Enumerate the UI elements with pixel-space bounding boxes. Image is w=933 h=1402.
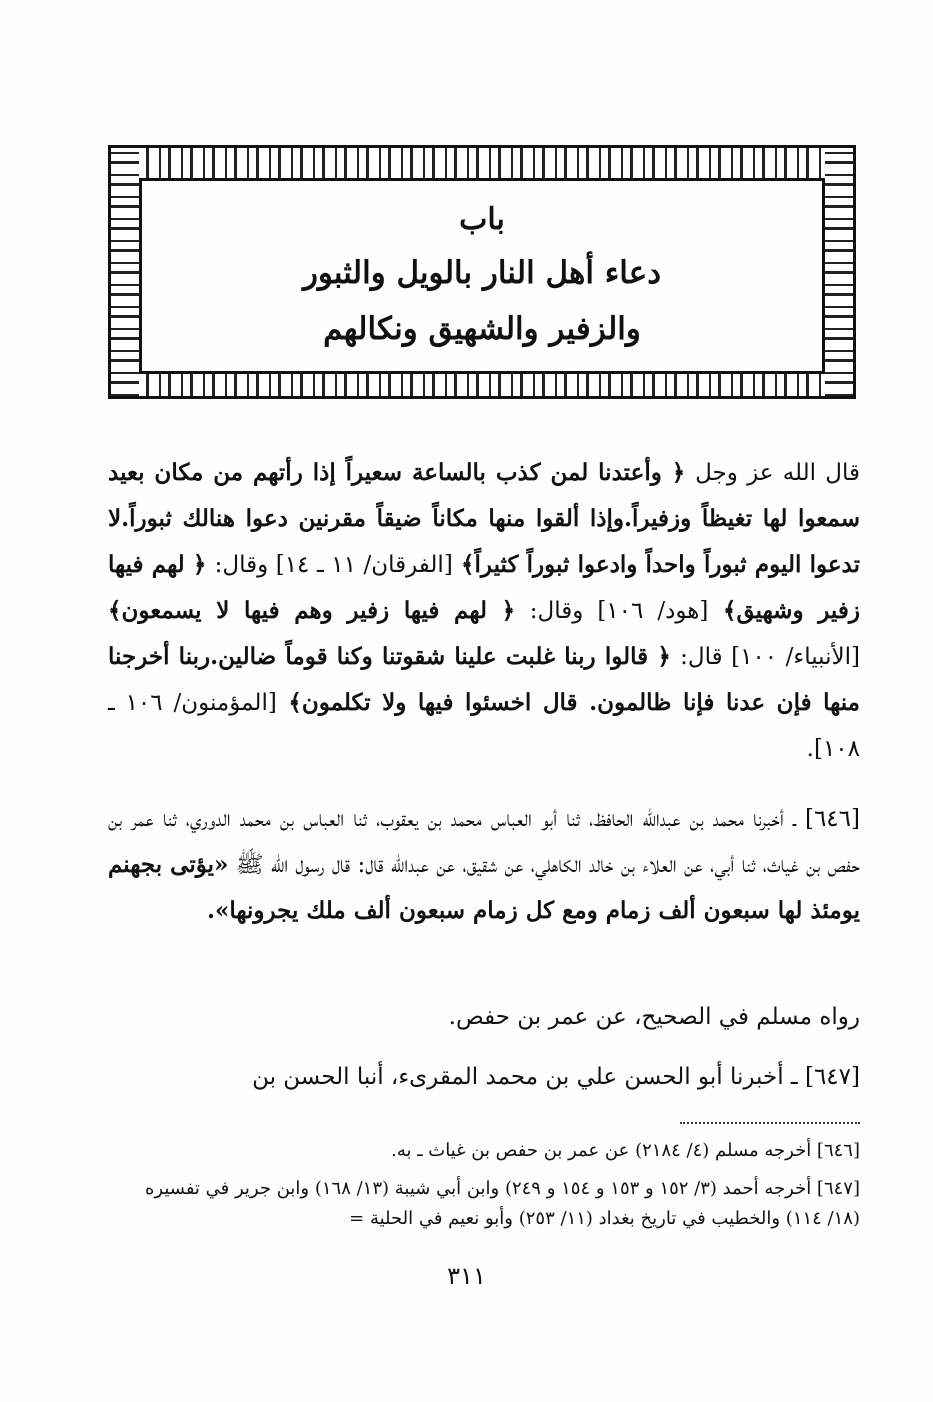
verse-3: ﴿ لهم فيها زفير وهم فيها لا يسمعون﴾ — [108, 597, 516, 624]
verse-1-reference: [الفرقان/ ١١ ـ ١٤] وقال: — [214, 552, 453, 578]
footnote-646: [٦٤٦] أخرجه مسلم (٤/ ٢١٨٤) عن عمر بن حفص بن غياث ـ به. — [391, 1140, 860, 1161]
verse-4: ﴿ قالوا ربنا غلبت علينا شقوتنا وكنا قوماً ضالين.ربنا أخرجنا منها فإن عدنا فإنا ظالمون. قال اخسئوا فيها ولا تكلمون﴾ — [108, 643, 860, 716]
quran-verses-paragraph — [108, 450, 860, 772]
frame-border-left — [111, 148, 139, 396]
ornamental-title-frame — [108, 145, 856, 399]
verse-4-reference: [المؤمنون/ ١٠٦ ـ ١٠٨]. — [108, 690, 860, 762]
hadith-647-paragraph: [٦٤٧] ـ أخبرنا أبو الحسن علي بن محمد المقرىء، أنبا الحسن بن — [252, 1064, 860, 1090]
hadith-646-source: رواه مسلم في الصحيح، عن عمر بن حفص. — [448, 1004, 860, 1030]
chapter-title — [139, 178, 825, 374]
hadith-646-chain: [٦٤٦] ـ أخبرنا محمد بن عبدالله الحافظ، ثنا أبو العباس محمد بن يعقوب، ثنا العباس بن محمد الدوري، ثنا عمر بن حفص بن غياث، ثنا أبي، عن العلاء بن خالد الكاهلي، عن شقيق، عن عبدالله قال: قال رسول الله ﷺ — [108, 806, 860, 878]
verse-2: ﴿ لهم فيها زفير وشهيق﴾ — [108, 551, 860, 624]
verse-2-reference: [هود/ ١٠٦] وقال: — [529, 598, 709, 624]
chapter-title-line-3: والزفير والشهيق ونكالهم — [323, 311, 641, 347]
frame-border-right — [825, 148, 853, 396]
intro-text: قال الله عز وجل — [695, 460, 861, 486]
footnote-647: [٦٤٧] أخرجه أحمد (٣/ ١٥٢ و ١٥٣ و ١٥٤ و ٢٤٩) وابن أبي شيبة (١٣/ ١٦٨) وابن جرير في تفسيره (١٨/ ١١٤) والخطيب في تاريخ بغداد (١١/ ٢٥٣) وأبو نعيم في الحلية = — [144, 1178, 860, 1229]
hadith-646-paragraph — [108, 796, 860, 934]
hadith-646-text: «يؤتى بجهنم يومئذ لها سبعون ألف زمام ومع كل زمام سبعون ألف ملك يجرونها». — [108, 851, 860, 924]
footnote-divider — [680, 1122, 860, 1124]
chapter-title-line-1: باب — [459, 202, 505, 237]
verse-1: ﴿ وأعتدنا لمن كذب بالساعة سعيراً إذا رأتهم من مكان بعيد سمعوا لها تغيظاً وزفيراً.وإذا ألقوا منها مكاناً ضيقاً مقرنين دعوا هنالك ثبوراً.لا تدعوا اليوم ثبوراً واحداً وادعوا ثبوراً كثيراً﴾ — [108, 459, 861, 578]
page-number: ٣١١ — [447, 1262, 486, 1290]
verse-3-reference: [الأنبياء/ ١٠٠] قال: — [680, 644, 860, 670]
chapter-title-line-2: دعاء أهل النار بالويل والثبور — [302, 255, 662, 291]
